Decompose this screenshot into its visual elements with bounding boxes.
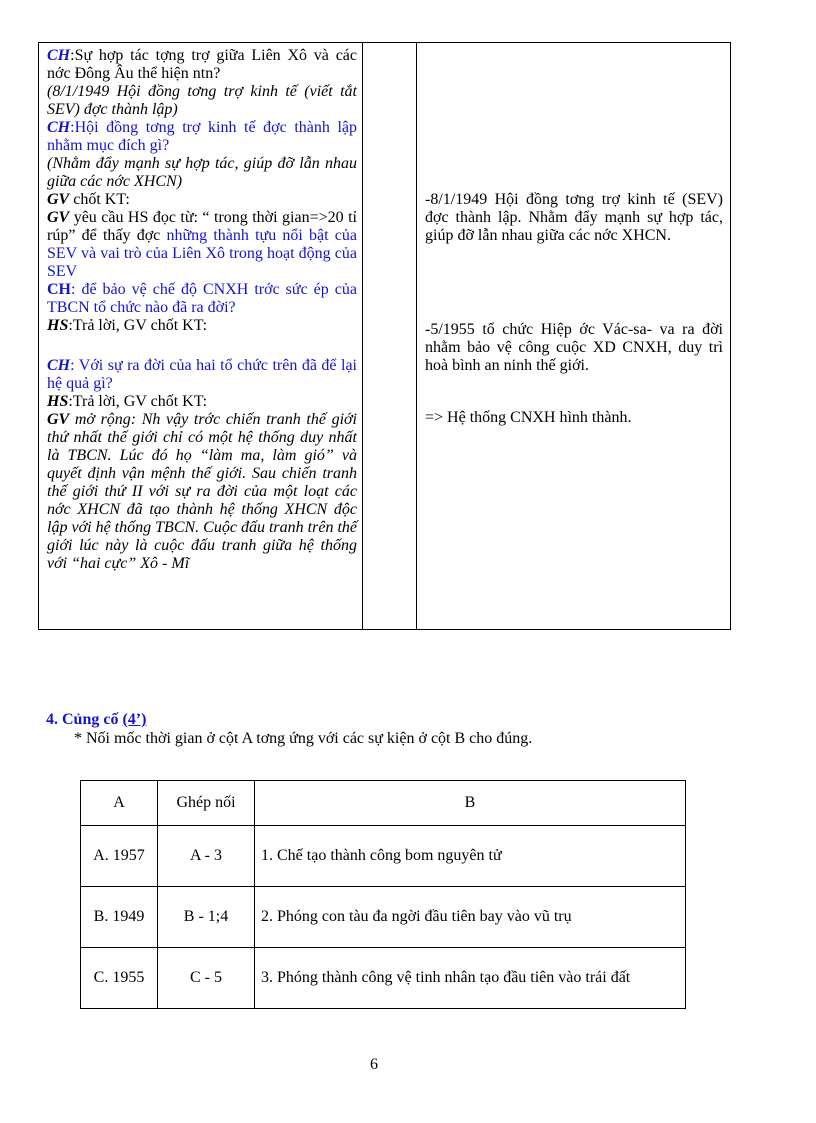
header-cell: Ghép nối	[158, 781, 255, 826]
teacher-text: yêu cầu HS đọc từ: “ trong thời gian=>20 tỉ rúp” để thấy đợc	[47, 209, 357, 244]
year-cell: A. 1957	[81, 826, 158, 887]
table-row	[81, 948, 686, 1009]
lesson-table	[38, 42, 731, 630]
student-text: :Trả lời, GV chốt KT:	[68, 317, 208, 334]
match-cell: B - 1;4	[158, 887, 255, 948]
instruction-text: * Nối mốc thời gian ở cột A tơng ứng với các sự kiện ở cột B cho đúng.	[74, 730, 533, 747]
question-label: CH	[47, 357, 71, 374]
event-cell: 1. Chế tạo thành công bom nguyên tử	[255, 826, 686, 887]
empty-column	[363, 43, 417, 629]
header-cell: A	[81, 781, 158, 826]
question-label: CH	[47, 119, 71, 136]
year-cell: B. 1949	[81, 887, 158, 948]
question-text: : Với sự ra đời của hai tổ chức trên đã để lại hệ quả gì?	[47, 357, 357, 392]
question-label: CH	[47, 281, 71, 298]
teacher-label: GV	[47, 191, 70, 208]
activities-column	[39, 43, 363, 629]
question-label: CH	[47, 47, 71, 64]
header-cell: B	[255, 781, 686, 826]
content-paragraph-2: -5/1955 tổ chức Hiệp ớc Vác-sa- va ra đời nhằm bảo vệ công cuộc XD CNXH, duy trì hoà bình an ninh thế giới.	[425, 321, 723, 374]
content-column	[417, 43, 730, 629]
activities-text	[47, 47, 357, 573]
matching-table	[80, 780, 686, 1009]
table-row	[81, 826, 686, 887]
section-title: 4. Củng cố (4’)	[46, 711, 147, 728]
content-paragraph-1: -8/1/1949 Hội đồng tơng trợ kinh tế (SEV) đợc thành lập. Nhằm đẩy mạnh sự hợp tác, giúp đỡ lẫn nhau giữa các nớc XHCN.	[425, 191, 723, 244]
teacher-label: GV	[47, 411, 70, 428]
question-text: :Hội đồng tơng trợ kinh tế đợc thành lập nhằm mục đích gì?	[47, 119, 357, 154]
match-cell: A - 3	[158, 826, 255, 887]
student-label: HS	[47, 317, 69, 334]
student-text: :Trả lời, GV chốt KT:	[68, 393, 208, 410]
match-cell: C - 5	[158, 948, 255, 1009]
event-cell: 3. Phóng thành công vệ tinh nhân tạo đầu tiên vào trái đất	[255, 948, 686, 1009]
teacher-text: chốt KT:	[69, 191, 130, 208]
question-text: :Sự hợp tác tợng trợ giữa Liên Xô và các nớc Đông Âu thể hiện ntn?	[47, 47, 357, 82]
question-text: : để bảo vệ chế độ CNXH trớc sức ép của TBCN tổ chức nào đã ra đời?	[47, 281, 357, 316]
content-paragraph-3: => Hệ thống CNXH hình thành.	[425, 409, 632, 426]
year-cell: C. 1955	[81, 948, 158, 1009]
teacher-label: GV	[47, 209, 70, 226]
student-label: HS	[47, 393, 69, 410]
page-number: 6	[370, 1056, 378, 1073]
answer-text: (Nhằm đẩy mạnh sự hợp tác, giúp đỡ lẫn nhau giữa các nớc XHCN)	[47, 155, 357, 190]
answer-text: (8/1/1949 Hội đồng tơng trợ kinh tế (viết tắt SEV) đợc thành lập)	[47, 83, 357, 118]
table-row	[81, 887, 686, 948]
teacher-text-highlight: những thành tựu nổi bật của SEV và vai trò của Liên Xô trong hoạt động của SEV	[47, 227, 357, 280]
event-cell: 2. Phóng con tàu đa ngời đầu tiên bay vào vũ trụ	[255, 887, 686, 948]
table-header-row	[81, 781, 686, 826]
teacher-text: mở rộng: Nh vậy trớc chiến tranh thế giới thứ nhất thế giới chỉ có một hệ thống duy nhất là TBCN. Lúc đó họ “làm ma, làm gió” và quyết định vận mệnh thế giới. Sau chiến tranh thế giới thứ II với sự ra đời của một loạt các nớc XHCN đã tạo thành hệ thống XHCN độc lập với hệ thống TBCN. Cuộc đấu tranh trên thế giới lúc này là cuộc đấu tranh giữa hệ thống với “hai cực” Xô - Mĩ	[47, 411, 357, 572]
